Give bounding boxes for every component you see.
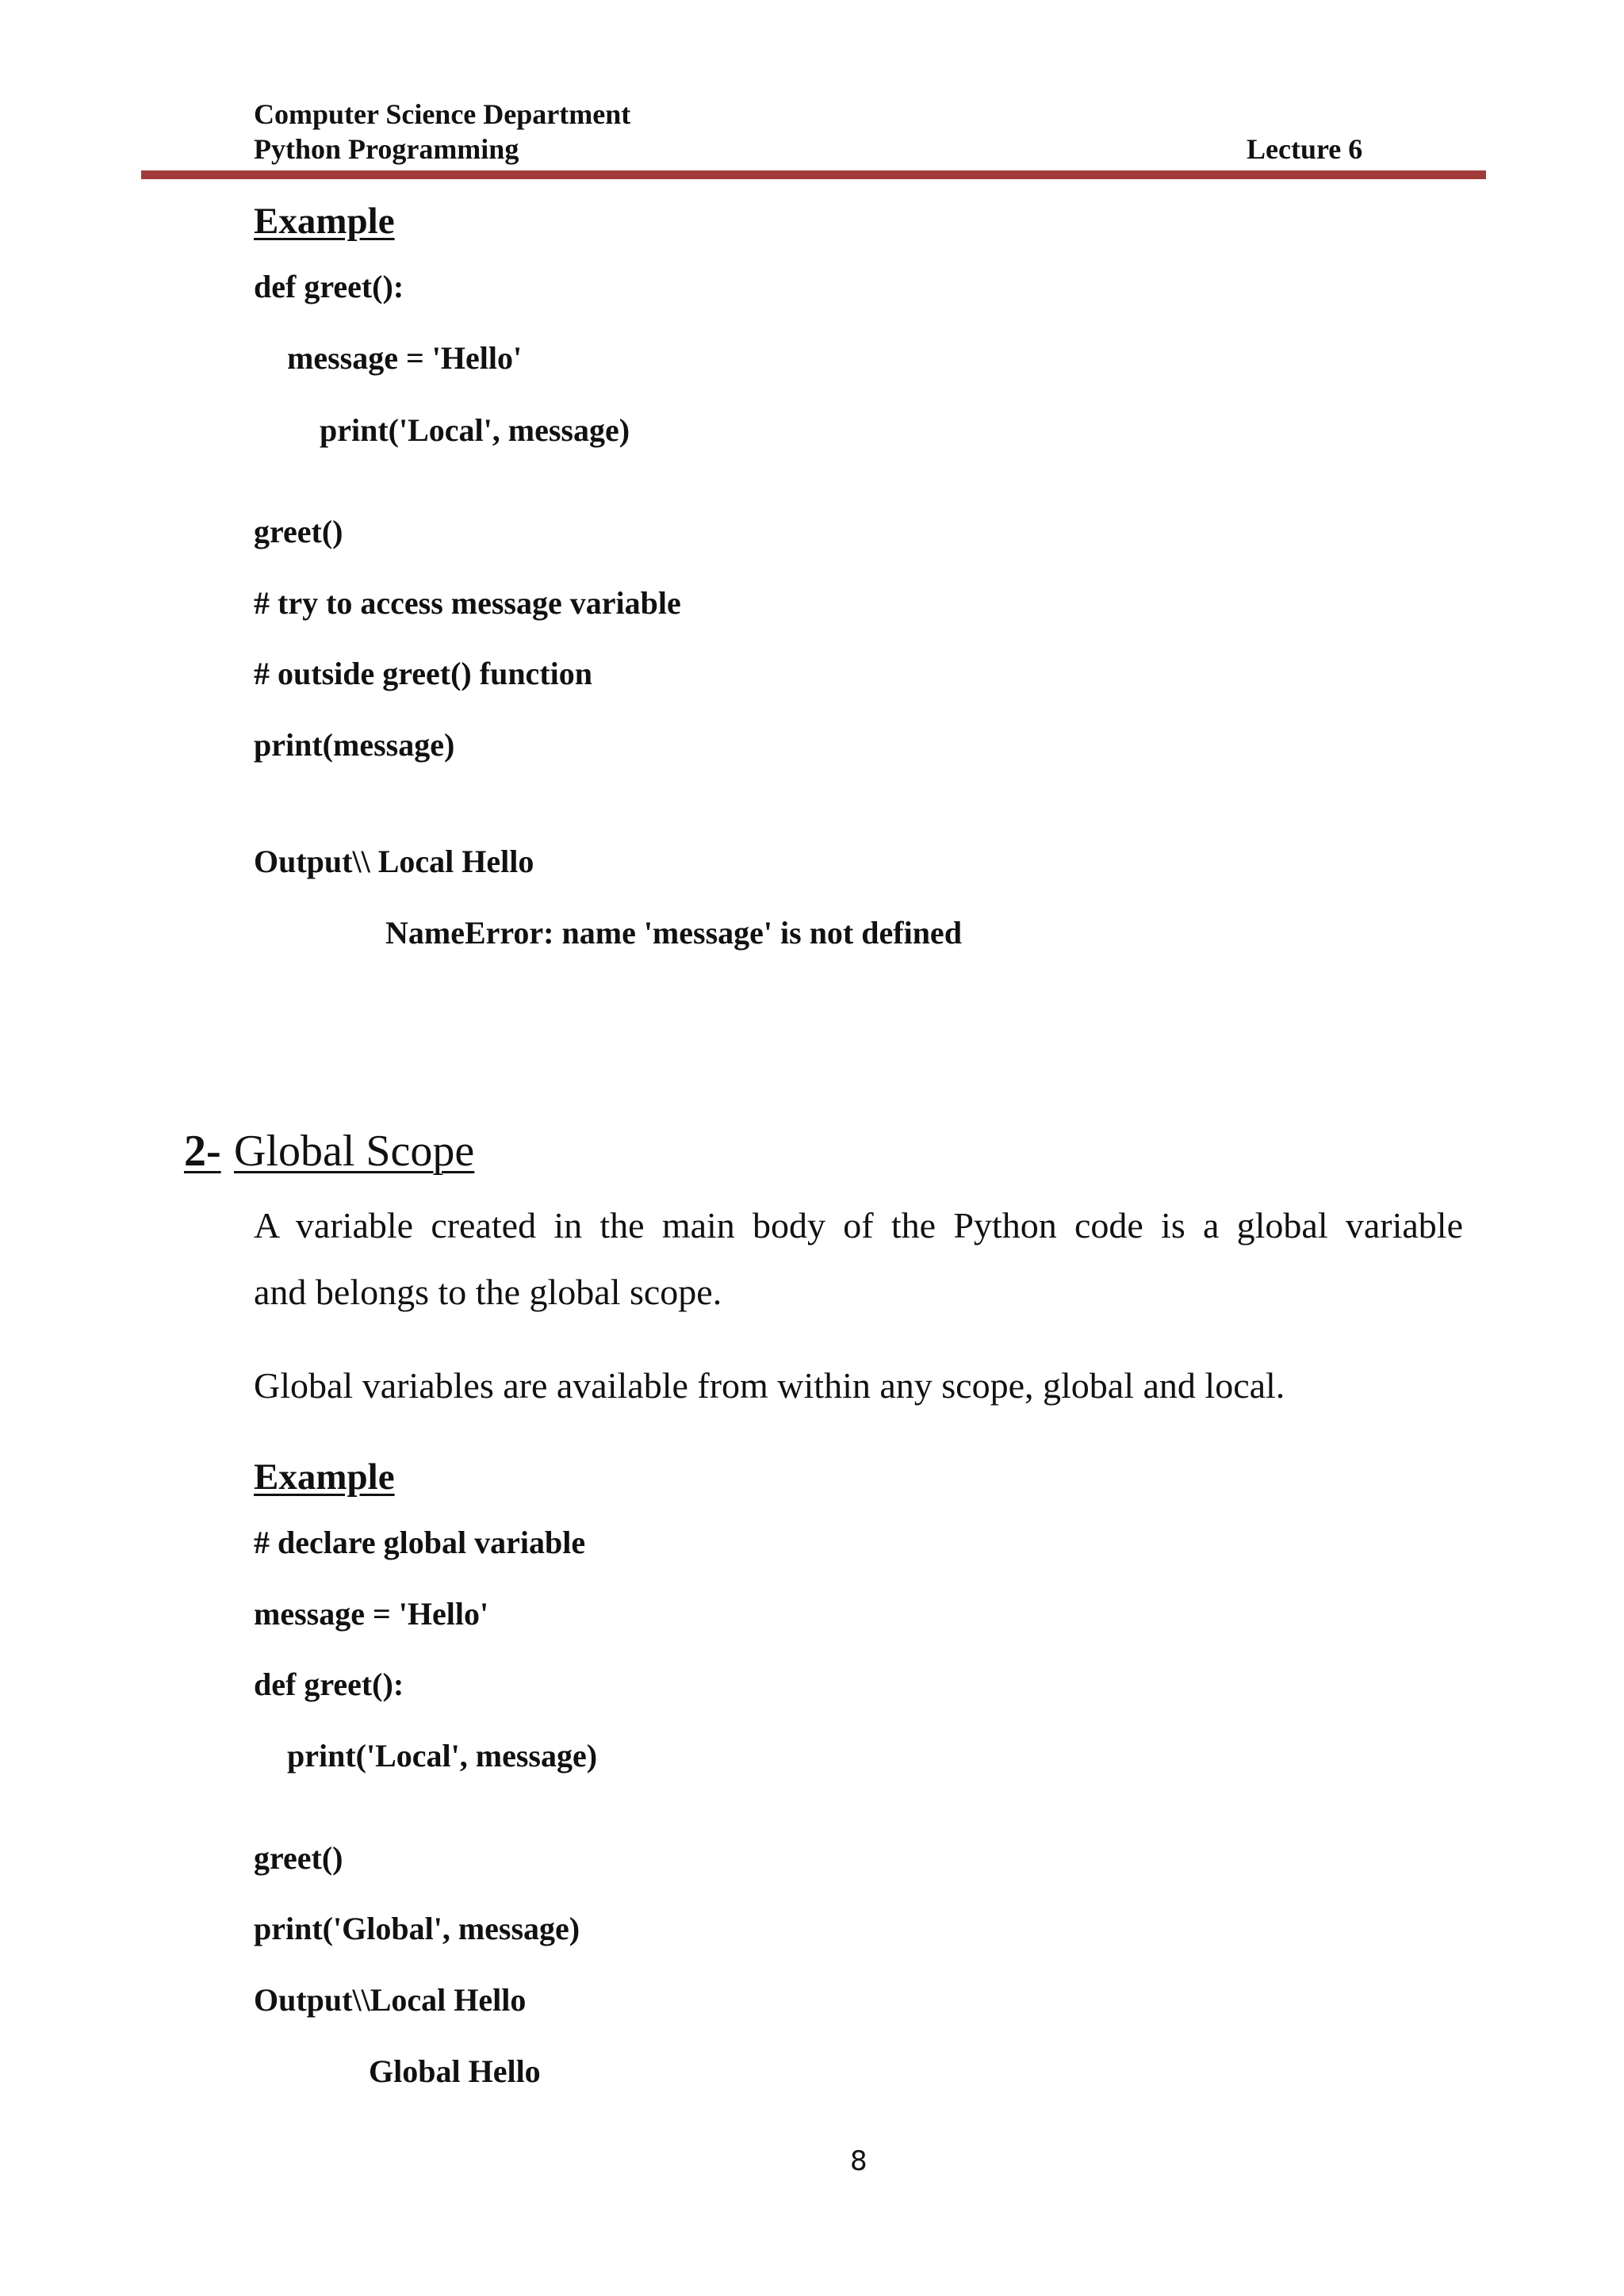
header-department: Computer Science Department bbox=[254, 98, 631, 130]
header-course: Python Programming bbox=[254, 133, 519, 165]
example-title: Example bbox=[254, 1456, 395, 1498]
paragraph-line: A variable created in the main body of the Python code is a global variable bbox=[254, 1205, 1463, 1246]
code-line: def greet(): bbox=[254, 269, 404, 304]
output-label: Output\\Local Hello bbox=[254, 1982, 527, 2018]
output-line: Global Hello bbox=[369, 2053, 541, 2089]
code-line: greet() bbox=[254, 514, 343, 549]
paragraph-line: and belongs to the global scope. bbox=[254, 1272, 722, 1312]
header-rule bbox=[141, 170, 1486, 179]
example-title: Example bbox=[254, 201, 395, 242]
section-title: Global Scope bbox=[234, 1127, 475, 1176]
page-number: 8 bbox=[850, 2145, 868, 2177]
code-line: def greet(): bbox=[254, 1667, 404, 1702]
section-number: 2- bbox=[184, 1127, 221, 1176]
code-comment: # outside greet() function bbox=[254, 656, 592, 691]
code-line: greet() bbox=[254, 1840, 343, 1876]
header-lecture: Lecture 6 bbox=[1247, 133, 1363, 165]
code-line: message = 'Hello' bbox=[287, 340, 523, 376]
code-line: print('Local', message) bbox=[287, 1738, 598, 1774]
code-line: message = 'Hello' bbox=[254, 1596, 489, 1632]
code-comment: # declare global variable bbox=[254, 1525, 586, 1560]
output-error: NameError: name 'message' is not defined bbox=[385, 915, 962, 951]
output-label: Output\\ Local Hello bbox=[254, 844, 534, 879]
code-line: print(message) bbox=[254, 727, 455, 763]
code-comment: # try to access message variable bbox=[254, 585, 681, 621]
paragraph: Global variables are available from within any scope, global and local. bbox=[254, 1365, 1285, 1406]
code-line: print('Local', message) bbox=[320, 412, 630, 448]
code-line: print('Global', message) bbox=[254, 1911, 580, 1946]
